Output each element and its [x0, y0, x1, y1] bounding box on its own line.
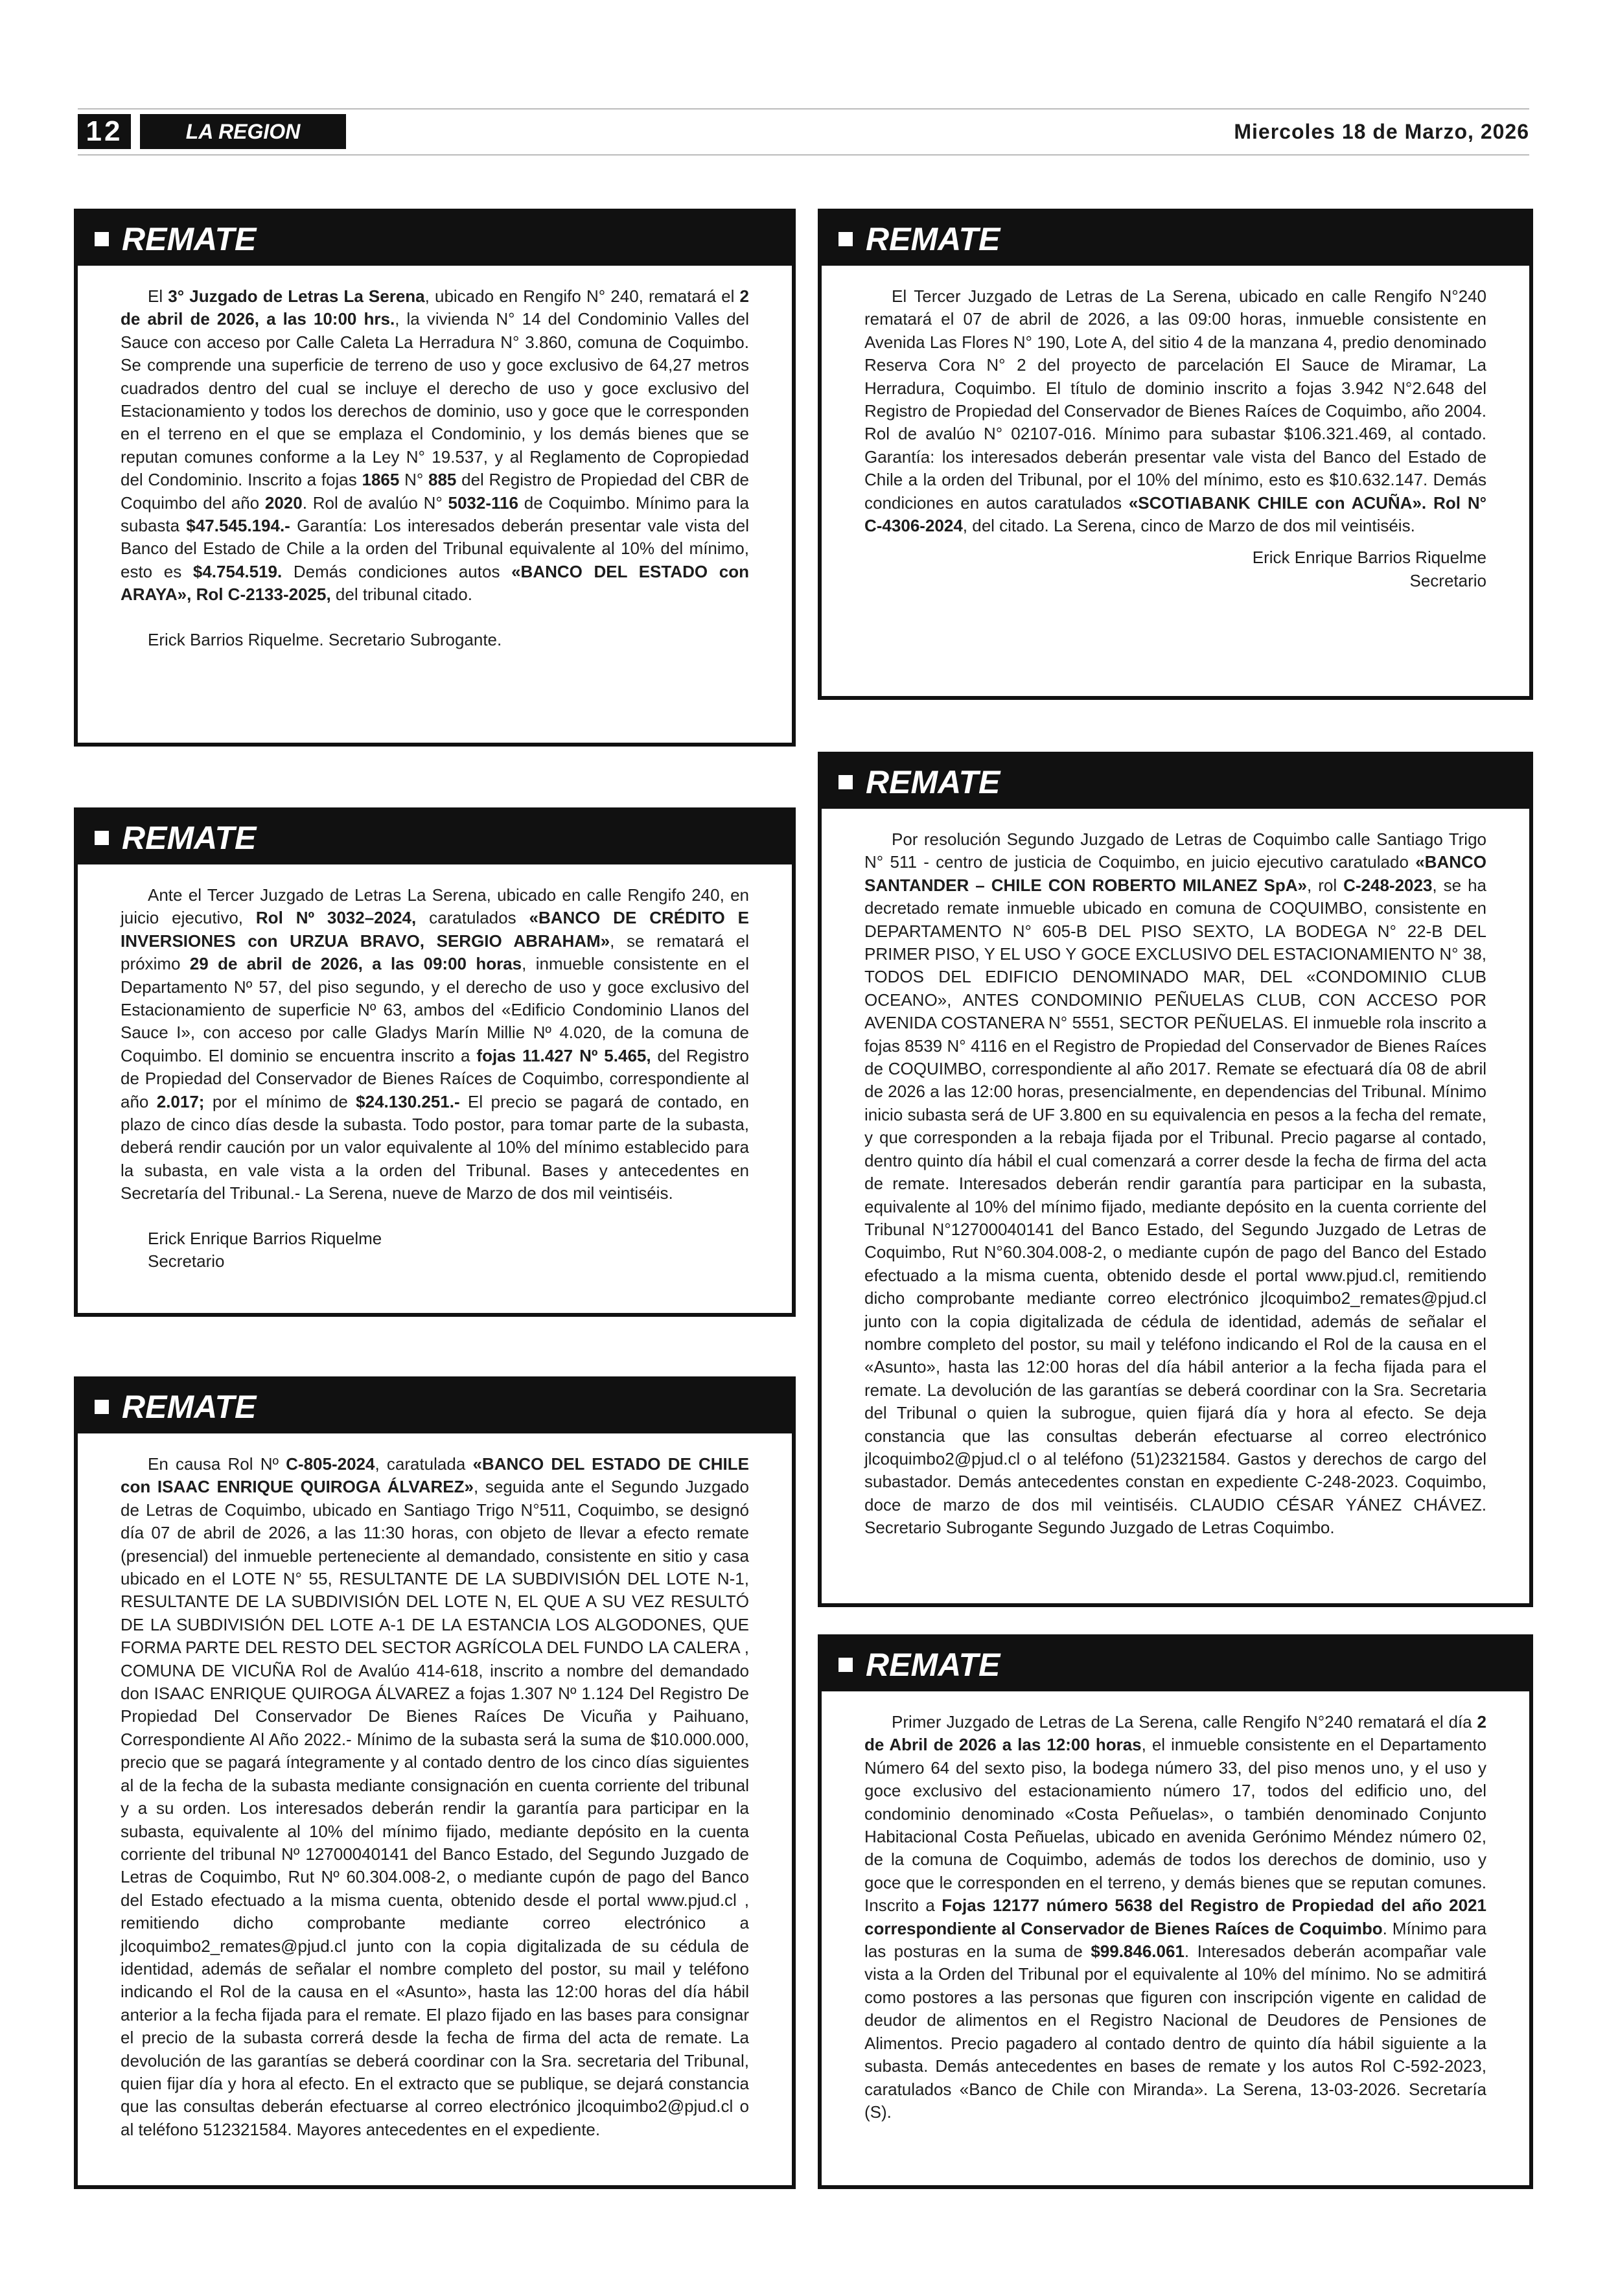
square-bullet-icon: [95, 232, 109, 246]
notice-body: [822, 809, 1529, 1551]
notice-title: REMATE: [866, 1647, 1000, 1683]
page-header: [78, 109, 1529, 152]
header-top-rule: [78, 108, 1529, 110]
header-bottom-rule: [78, 154, 1529, 156]
notice-header: [78, 811, 792, 864]
notice-box-5: [818, 752, 1533, 1607]
issue-date: Miercoles 18 de Marzo, 2026: [1234, 120, 1529, 143]
newspaper-logo: LA REGION: [140, 114, 346, 149]
notice-title: REMATE: [122, 221, 257, 257]
notice-text: En causa Rol Nº C-805-2024, caratulada «BANCO DEL ESTADO DE CHILE con ISAAC ENRIQUE QUIROGA ÁLVAREZ», seguida ante el Segundo Juzgado de Letras de Coquimbo, ubicado en Santiago Trigo N°511, Coquimbo, se designó día 07 de abril de 2026, a las 11:30 horas, con objeto de llevar a efecto remate (presencial) del inmueble perteneciente al demandado, consistente en sitio y casa ubicado en el LOTE N° 55, RESULTANTE DE LA SUBDIVISIÓN DEL LOTE N-1, RESULTANTE DE LA SUBDIVISIÓN DEL LOTE N, EL QUE A SU VEZ RESULTÓ DE LA SUBDIVISIÓN DEL LOTE A-1 DE LA ESTANCIA LOS ALGODONES, QUE FORMA PARTE DEL RESTO DEL SECTOR AGRÍCOLA DEL FUNDO LA CALERA , COMUNA DE VICUÑA Rol de Avalúo 414-618, inscrito a nombre del demandado don ISAAC ENRIQUE QUIROGA ÁLVAREZ a fojas 1.307 Nº 1.124 Del Registro De Propiedad Del Conservador De Bienes Raíces De Vicuña y Paihuano, Correspondiente Al Año 2022.- Mínimo de la subasta será la suma de $10.000.000, precio que se pagará íntegramente y al contado dentro de los cinco días siguientes al de la fecha de la subasta mediante consignación en cuenta corriente del tribunal y a su orden. Los interesados deberán rendir la garantía para participar en la subasta, equivalente al 10% del mínimo fijado, mediante depósito en la cuenta corriente del tribunal Nº 12700040141 del Banco Estado, del Segundo Juzgado de Letras de Coquimbo, Rut Nº 60.304.008-2, o mediante cupón de pago del Banco del Estado efectuado a la misma cuenta, obtenido desde el portal www.pjud.cl , remitiendo dicho comprobante mediante correo electrónico a jlcoquimbo2_remates@pjud.cl junto con la copia digitalizada de su cédula de identidad, además de señalar el nombre completo del postor, su mail y teléfono indicando el Rol de la causa en el «Asunto», hasta las 12:00 horas del día hábil anterior a la fecha fijada para el remate. El plazo fijado en las bases para consignar el precio de la subasta correrá desde la fecha de firma del acta de remate. La devolución de las garantías se deberá coordinar con la Sra. secretaria del Tribunal, quien fijar día y hora al efecto. En el extracto que se publique, se dejará constancia que las consultas deberán efectuarse al correo electrónico jlcoquimbo2@pjud.cl o al teléfono 512321584. Mayores antecedentes en el expediente.: [121, 1454, 749, 2139]
signature-name: Erick Enrique Barrios Riquelme: [1252, 548, 1486, 568]
notice-box-6: [818, 1634, 1533, 2189]
notice-signature: [864, 546, 1486, 592]
notice-box-4: [818, 209, 1533, 700]
square-bullet-icon: [838, 1658, 853, 1672]
signature-name: Erick Enrique Barrios Riquelme: [148, 1228, 382, 1248]
notice-body: [822, 266, 1529, 604]
notice-text: Ante el Tercer Juzgado de Letras La Serena, ubicado en calle Rengifo 240, en juicio ejecutivo, Rol Nº 3032–2024, caratulados «BANCO DE CRÉDITO E INVERSIONES con URZUA BRAVO, SERGIO ABRAHAM», se rematará el próximo 29 de abril de 2026, a las 09:00 horas, inmueble consistente en el Departamento Nº 57, del piso segundo, y el derecho de uso y goce exclusivo del Estacionamiento de superficie Nº 63, ambos del «Edificio Condominio Llanos del Sauce I», con acceso por calle Gladys Marín Millie Nº 4.020, de la comuna de Coquimbo. El dominio se encuentra inscrito a fojas 11.427 Nº 5.465, del Registro de Propiedad del Conservador de Bienes Raíces de Coquimbo, correspondiente al año 2.017; por el mínimo de $24.130.251.- El precio se pagará de contado, en plazo de cinco días desde la subasta. Todo postor, para tomar parte de la subasta, deberá rendir caución por un valor equivalente al 10% del mínimo establecido para la subasta, en vale vista a la orden del Tribunal. Bases y antecedentes en Secretaría del Tribunal.- La Serena, nueve de Marzo de dos mil veintiséis.: [121, 885, 749, 1203]
notice-body: [822, 1691, 1529, 2135]
notice-box-3: [74, 1376, 796, 2189]
notice-header: [78, 213, 792, 266]
notice-text: El 3° Juzgado de Letras La Serena, ubicado en Rengifo N° 240, rematará el 2 de abril de 2026, a las 10:00 hrs., la vivienda N° 14 del Condominio Valles del Sauce con acceso por Calle Caleta La Herradura N° 3.860, comuna de Coquimbo. Se comprende una superficie de terreno de uso y goce exclusivo de 64,27 metros cuadrados dentro del cual se incluye el derecho de uso y goce exclusivo del Estacionamiento y todos los derechos de dominio, uso y goce que le corresponden en el terreno en el que se emplaza el Condominio, y los demás bienes que se reputan comunes conforme a la Ley N° 19.537, y al Reglamento de Copropiedad del Condominio. Inscrito a fojas 1865 N° 885 del Registro de Propiedad del CBR de Coquimbo del año 2020. Rol de avalúo N° 5032-116 de Coquimbo. Mínimo para la subasta $47.545.194.- Garantía: Los interesados deberán presentar vale vista del Banco del Estado de Chile a la orden del Tribunal equivalente al 10% del mínimo, esto es $4.754.519. Demás condiciones autos «BANCO DEL ESTADO con ARAYA», Rol C-2133-2025, del tribunal citado.: [121, 286, 750, 605]
notice-title: REMATE: [122, 820, 257, 856]
square-bullet-icon: [838, 775, 853, 789]
notice-text: Por resolución Segundo Juzgado de Letras de Coquimbo calle Santiago Trigo N° 511 - centro de justicia de Coquimbo, en juicio ejecutivo caratulado «BANCO SANTANDER – CHILE CON ROBERTO MILANEZ SpA», rol C-248-2023, se ha decretado remate inmueble ubicado en comuna de COQUIMBO, consistente en DEPARTAMENTO N° 605-B DEL PISO SEXTO, LA BODEGA N° 22-B DEL PRIMER PISO, Y EL USO Y GOCE EXCLUSIVO DEL ESTACIONAMIENTO N° 38, TODOS DEL EDIFICIO DENOMINADO MAR, DEL «CONDOMINIO CLUB OCEANO», ANTES CONDOMINIO PEÑUELAS CLUB, CON ACCESO POR AVENIDA COSTANERA N° 5551, SECTOR PEÑUELAS. El inmueble rola inscrito a fojas 8539 N° 4116 en el Registro de Propiedad del Conservador de Bienes Raíces de COQUIMBO, correspondiente al año 2017. Remate se efectuará día 08 de abril de 2026 a las 12:00 horas, presencialmente, en dependencias del Tribunal. Mínimo inicio subasta será de UF 3.800 en su equivalencia en pesos a la fecha del remate, y que corresponden a la rebaja fijada por el Tribunal. Precio pagarse al contado, dentro quinto día hábil el cual comenzará a correr desde la fecha de firma del acta de remate. Interesados deberán rendir garantía para participar en la subasta, equivalente al 10% del mínimo fijado, mediante depósito en la cuenta corriente del Tribunal N°12700040141 del Banco Estado, del Segundo Juzgado de Letras de Coquimbo, Rut N°60.304.008-2, o mediante cupón de pago del Banco del Estado efectuado a la misma cuenta, obtenido desde el portal www.pjud.cl, remitiendo dicho comprobante mediante correo electrónico jlcoquimbo2_remates@pjud.cl junto con la copia digitalizada de cédula de identidad, además de señalar el nombre completo del postor, su mail y teléfono indicando el Rol de la causa en el «Asunto», hasta las 12:00 horas del día hábil anterior a la fecha fijada para el remate. La devolución de las garantías se deberá coordinar con la Sra. Secretaria del Tribunal o quien la subrogue, quien fijará día y hora al efecto. Se deja constancia que las consultas deberán efectuarse al correo electrónico jlcoquimbo2@pjud.cl o al teléfono (51)2321584. Gastos y derechos de cargo del subastador. Demás antecedentes constan en expediente C-248-2023. Coquimbo, doce de marzo de dos mil veintiséis. CLAUDIO CÉSAR YÁNEZ CHÁVEZ. Secretario Subrogante Segundo Juzgado de Letras Coquimbo.: [864, 829, 1486, 1538]
notice-body: [78, 864, 792, 1285]
notice-header: [822, 213, 1529, 266]
notice-title: REMATE: [866, 221, 1000, 257]
square-bullet-icon: [838, 232, 853, 246]
notice-signature: [121, 1227, 749, 1273]
notice-signature: Erick Barrios Riquelme. Secretario Subrogante.: [148, 629, 502, 649]
signature-role: Secretario: [148, 1251, 225, 1271]
notice-text: Primer Juzgado de Letras de La Serena, calle Rengifo N°240 rematará el día 2 de Abril de 2026 a las 12:00 horas, el inmueble consistente en el Departamento Número 64 del sexto piso, la bodega número 33, del piso menos uno, y el uso y goce exclusivo del estacionamiento número 17, todos del edificio uno, del condominio denominado «Costa Peñuelas», o también denominado Conjunto Habitacional Costa Peñuelas, ubicado en avenida Gerónimo Méndez número 02, de la comuna de Coquimbo, además de todos los derechos de dominio, uso y goce que le corresponden en el terreno, y demás bienes que se reputan comunes. Inscrito a Fojas 12177 número 5638 del Registro de Propiedad del año 2021 correspondiente al Conservador de Bienes Raíces de Coquimbo. Mínimo para las posturas en la suma de $99.846.061. Interesados deberán acompañar vale vista a la Orden del Tribunal por el equivalente al 10% del mínimo. No se admitirá como postores a las personas que figuren con inscripción vigente en calidad de deudor de alimentos en el Registro Nacional de Deudores de Pensiones de Alimentos. Precio pagadero al contado dentro de quinto día hábil siguiente a la subasta. Demás antecedentes en bases de remate y los autos Rol C-592-2023, caratulados «Banco de Chile con Miranda». La Serena, 13-03-2026. Secretaría (S).: [864, 1712, 1486, 2122]
page-number: 12: [78, 114, 131, 149]
signature-role: Secretario: [1409, 570, 1486, 590]
square-bullet-icon: [95, 831, 109, 845]
notice-box-2: [74, 807, 796, 1317]
notice-header: [822, 1638, 1529, 1691]
notice-text: El Tercer Juzgado de Letras de La Serena, ubicado en calle Rengifo N°240 rematará el 07 de abril de 2026, a las 09:00 horas, inmueble consistente en Avenida Las Flores N° 190, Lote A, del sitio 4 de la manzana 4, predio denominado Reserva Cora N° 2 del proyecto de parcelación El Sauce de Miramar, La Herradura, Coquimbo. El título de dominio inscrito a fojas 3.942 N°2.648 del Registro de Propiedad del Conservador de Bienes Raíces de Coquimbo, año 2004. Rol de avalúo N° 02107-016. Mínimo para subastar $106.321.469, al contado. Garantía: los interesados deberán presentar vale vista del Banco del Estado de Chile a la orden del Tribunal, por el 10% del mínimo, esto es $10.632.147. Demás condiciones en autos caratulados «SCOTIABANK CHILE con ACUÑA». Rol N° C-4306-2024, del citado. La Serena, cinco de Marzo de dos mil veintiséis.: [864, 286, 1486, 536]
notice-body: [78, 266, 792, 663]
notice-header: [822, 756, 1529, 809]
notice-header: [78, 1380, 792, 1433]
notice-body: [78, 1433, 792, 2153]
notice-title: REMATE: [122, 1389, 257, 1425]
square-bullet-icon: [95, 1400, 109, 1414]
notice-title: REMATE: [866, 764, 1000, 800]
notice-box-1: [74, 209, 796, 747]
